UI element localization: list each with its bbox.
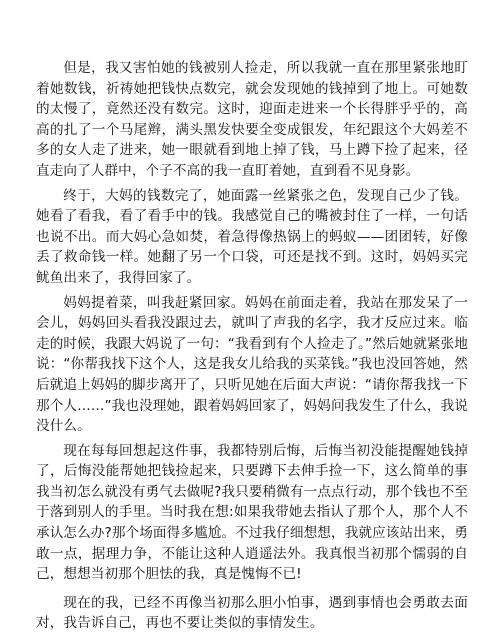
paragraph-1: 但是，我又害怕她的钱被别人捡走，所以我就一直在那里紧张地盯着她数钱，祈祷她把钱快点数完，就会发现她的钱掉到了地上。可她数的太慢了，竟然还没有数完。这时，迎面走进来一个长得胖乎乎的，高高的扎了一个马尾辫，满头黑发快要全变成银发，年纪跟这个大妈差不多的女人走了进来，她一眼就看到地上掉了钱，马上蹲下捡了起来，径直走向了人群中，个子不高的我一直盯着她，直到看不见身影。	[36, 60, 468, 179]
paragraph-5: 现在的我，已经不再像当初那么胆小怕事，遇到事情也会勇敢去面对，我告诉自己，再也不要让类似的事情发生。	[36, 594, 468, 632]
paragraph-2: 终于，大妈的钱数完了，她面露一丝紧张之色，发现自己少了钱。她看了看我，看了看手中的钱。我感觉自己的嘴被封住了一样，一句话也说不出。而大妈心急如焚，着急得像热锅上的蚂蚁——团团转，好像丢了救命钱一样。她翻了另一个口袋，可还是找不到。这时，妈妈买完鱿鱼出来了，我得回家了。	[36, 187, 468, 286]
paragraph-3: 妈妈提着菜，叫我赶紧回家。妈妈在前面走着，我站在那发呆了一会儿，妈妈回头看我没跟过去，就叫了声我的名字，我才反应过来。临走的时候，我跟大妈说了一句：“我看到有个人捡走了。”然后她就紧张地说：“你帮我找下这个人，这是我女儿给我的买菜钱。”我也没回答她，然后就追上妈妈的脚步离开了，只听见她在后面大声说：“请你帮我找一下那个人……”我也没理她，跟着妈妈回家了，妈妈问我发生了什么，我说没什么。	[36, 294, 468, 435]
paragraph-4: 现在每每回想起这件事，我都特别后悔，后悔当初没能提醒她钱掉了，后悔没能帮她把钱捡起来，只要蹲下去伸手捡一下，这么简单的事我当初怎么就没有勇气去做呢?我只要稍微有一点点行动，那个钱也不至于落到别人的手里。当时我在想:如果我带她去指认了那个人，那个人不承认怎么办?那个场面得多尴尬。不过我仔细想想，我就应该站出来，勇敢一点，据理力争，不能让这种人逍遥法外。我真恨当初那个懦弱的自己，想想当初那个胆怯的我，真是愧悔不已!	[36, 442, 468, 583]
